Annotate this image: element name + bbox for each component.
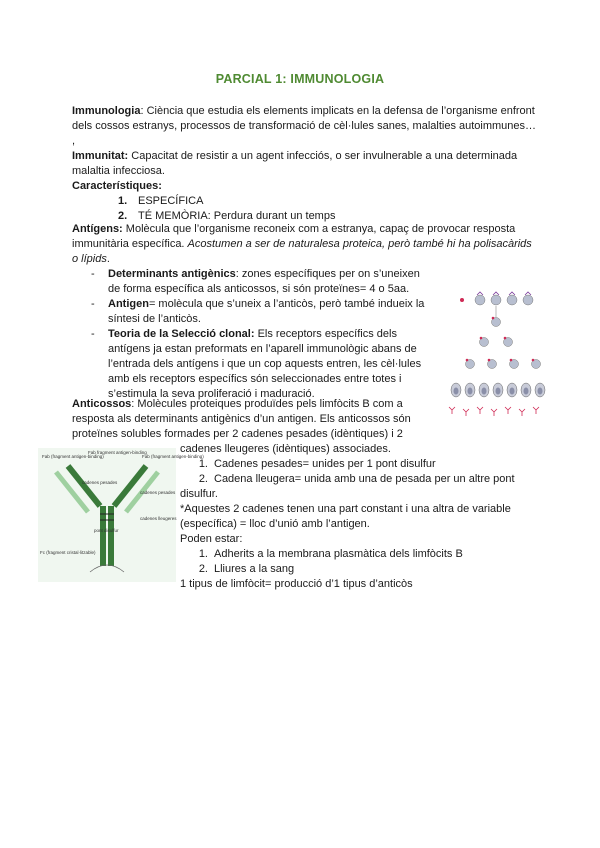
immunitat-def-1: Capacitat de resistir a un agent infecciós, o ser invulnerable a una determinada bbox=[128, 150, 518, 162]
receptor-mark bbox=[477, 292, 483, 295]
lymphocyte-cell bbox=[475, 295, 485, 305]
caracteristiques-heading: Característiques: bbox=[72, 180, 162, 192]
receptor-mark bbox=[509, 292, 515, 295]
antibody-mark bbox=[505, 407, 511, 414]
location-item: 1. Adherits a la membrana plasmàtica dels limfòcits B bbox=[198, 548, 463, 560]
chain-item: 1. Cadenes pesades= unides per 1 pont disulfur bbox=[198, 458, 436, 470]
antigen-mark bbox=[460, 298, 464, 302]
antigen-mark bbox=[510, 359, 513, 362]
lymphocyte-cell bbox=[507, 295, 517, 305]
receptor-mark bbox=[493, 292, 499, 295]
label-heavy-right: cadenes pesades bbox=[140, 490, 176, 495]
anticossos-term: Anticossos bbox=[72, 398, 132, 410]
antibody-diagram bbox=[38, 448, 204, 582]
label-fc: Fc (fragment cristal·litzable) bbox=[40, 550, 96, 555]
antibody-mark bbox=[449, 407, 455, 414]
lymphocyte-cell bbox=[523, 295, 533, 305]
bullet-antigen: - Antigen= molècula que s’uneix a l’anticòs, però també indueix la síntesi de l’anticòs. bbox=[91, 298, 425, 325]
immunologia-paragraph bbox=[72, 104, 542, 224]
antigens-paragraph: Antígens: Molècula que l’organisme reconeix com a estranya, capaç de provocar resposta immunitària específica. Acostumen a ser de naturalesa proteica, però també hi ha polisacàrids o lípids. bbox=[72, 223, 532, 265]
antigens-term: Antígens: bbox=[72, 223, 123, 235]
label-fab-right: Fab (fragment antigen-binding) bbox=[142, 454, 204, 459]
label-heavy: cadenes pesades bbox=[82, 480, 118, 485]
clonal-selection-diagram bbox=[440, 290, 548, 420]
page-title: PARCIAL 1: IMMUNOLOGIA bbox=[215, 72, 385, 86]
bullet-clonal-selection: - Teoria de la Selecció clonal: Els receptors específics dels antígens ja estan preformats en l’aparell immunològic abans de l’entrada dels antígens i que un cop aquests entren, les cèl·lules amb els receptors específics són seleccionades entre totes i s’estimula la seva proliferació i maduració. bbox=[91, 328, 422, 400]
antibody-mark bbox=[533, 407, 539, 414]
antigen-mark bbox=[488, 359, 491, 362]
label-fab-left: Fab (fragment antigen-binding) bbox=[42, 454, 104, 459]
figure-background bbox=[38, 448, 176, 582]
label-disulfide: pont disulfur bbox=[94, 528, 119, 533]
antigen-mark bbox=[504, 337, 507, 340]
cell-nucleus bbox=[510, 388, 515, 395]
cell-nucleus bbox=[482, 388, 487, 395]
cell-nucleus bbox=[496, 388, 501, 395]
immunologia-term: Immunologia bbox=[72, 105, 141, 117]
antibody-mark bbox=[477, 407, 483, 414]
cell-nucleus bbox=[538, 388, 543, 395]
bullet-determinants: - Determinants antigènics: zones específiques per on s’uneixen de forma específica als anticossos, si són proteïnes= 4 o 5aa. bbox=[91, 268, 420, 295]
caracteristiques-item: 2. TÉ MEMÒRIA: Perdura durant un temps bbox=[118, 210, 336, 222]
location-item: 2. Lliures a la sang bbox=[198, 563, 295, 575]
caracteristiques-item: 1. ESPECÍFICA bbox=[118, 195, 204, 207]
receptor-mark bbox=[525, 292, 531, 295]
anticossos-paragraph: Anticossos: Molècules proteiques produïdes pels limfòcits B com a resposta als determinants antigènics d’un antigen. Els anticossos són proteïnes solubles formades per 2 cadenes pesades (idèntiques) i 2 bbox=[72, 398, 411, 440]
label-light: cadenes lleugeres bbox=[140, 516, 177, 521]
cell-nucleus bbox=[524, 388, 529, 395]
antibody-structure-figure bbox=[38, 448, 204, 582]
antibody-mark bbox=[519, 409, 525, 416]
lymphocyte-cell bbox=[491, 295, 501, 305]
immunitat-term: Immunitat: bbox=[72, 150, 129, 162]
immunologia-def-1: : Ciència que estudia els elements implicats en la defensa de l’organisme enfront bbox=[140, 105, 535, 117]
immunologia-def-2: dels cossos estranys, processos de transformació de cèl·lules sanes, malalties autoimmunes… , bbox=[72, 120, 537, 147]
antigens-bullets bbox=[91, 267, 441, 402]
cell-nucleus bbox=[468, 388, 473, 395]
antigen-mark bbox=[532, 359, 535, 362]
antigen-mark bbox=[492, 317, 495, 320]
antibody-mark bbox=[491, 409, 497, 416]
anticossos-details: cadenes lleugeres (idèntiques) associades. 1. Cadenes pesades= unides per 1 pont disulfur 2. Cadena lleugera= unida amb una de pesada per un altre pont disulfur. *Aquestes 2 cadenes tenen una part constant i una altra de variable (específica) = lloc d’unió amb l’antigen. Poden estar: 1. Adherits a la membrana plasmàtica dels limfòcits B 2. Lliures a la sang 1 tipus de limfòcit= producció d’1 tipus d’anticòs bbox=[180, 442, 540, 592]
antigen-mark bbox=[466, 359, 469, 362]
clonal-selection-figure bbox=[440, 290, 548, 420]
antibody-mark bbox=[463, 409, 469, 416]
antigen-mark bbox=[480, 337, 483, 340]
chain-item: 2. Cadena lleugera= unida amb una de pesada per un altre pont bbox=[198, 473, 515, 485]
immunitat-def-2: malaltia infecciosa. bbox=[72, 165, 165, 177]
cell-nucleus bbox=[454, 388, 459, 395]
label-fab-top: Fab fragment antigen-binding bbox=[88, 450, 147, 455]
